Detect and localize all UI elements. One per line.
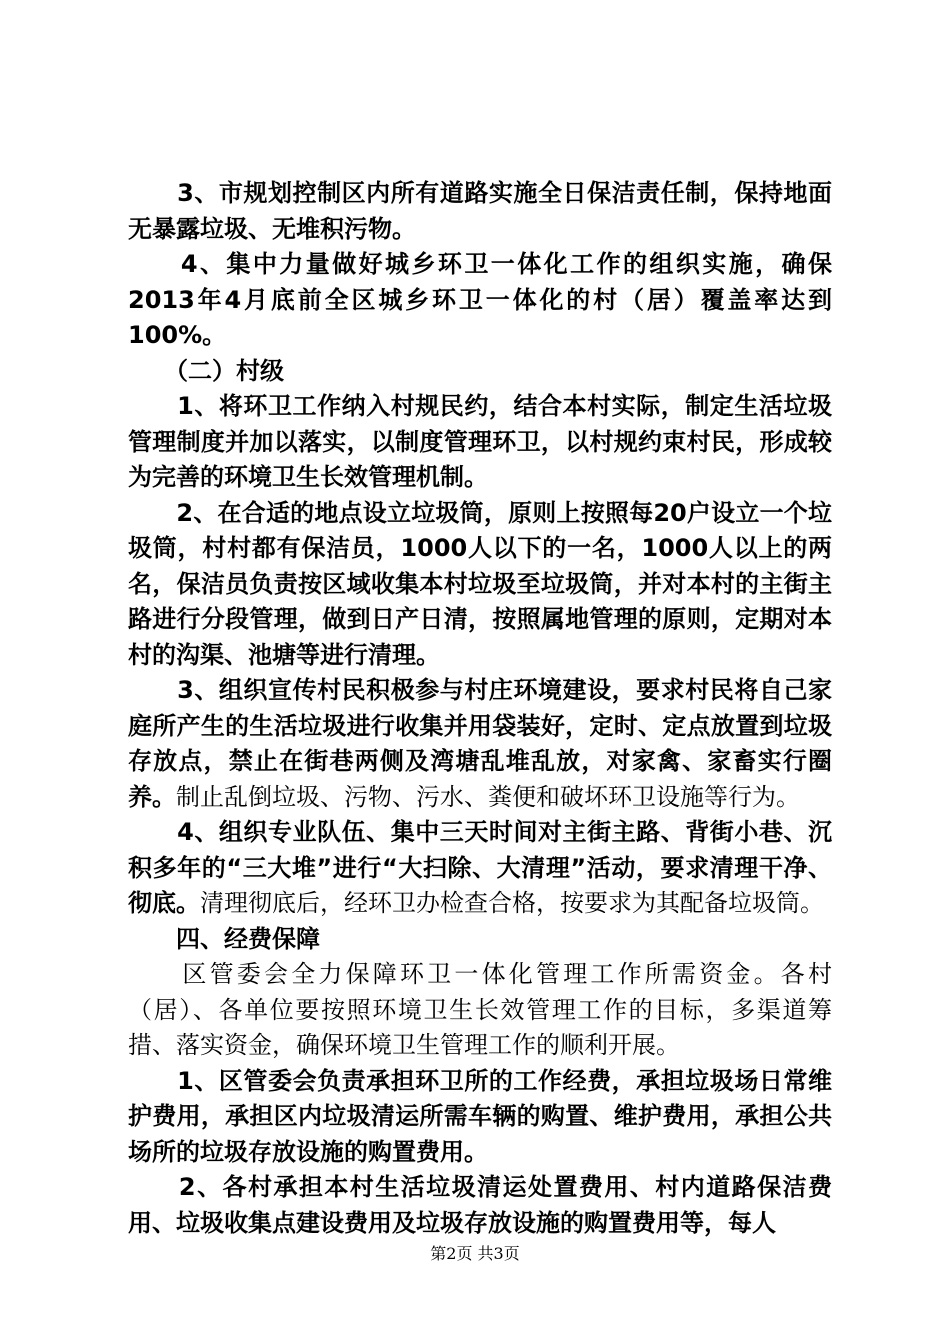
paragraph-7-tail: 清理彻底后，经环卫办检查合格，按要求为其配备垃圾筒。 — [200, 889, 824, 917]
paragraph-2: 4、集中力量做好城乡环卫一体化工作的组织实施，确保2013年4月底前全区城乡环卫一体化的村（居）覆盖率达到100%。 — [128, 250, 832, 349]
paragraph-7 — [128, 815, 832, 922]
page-footer: 第2页 共3页 — [430, 1244, 520, 1263]
paragraph-7-main: 4、组织专业队伍、集中三天时间对主街主路、背街小巷、沉积多年的“三大堆”进行“大扫除、大清理”活动，要求清理干净、彻底。 — [128, 818, 832, 917]
paragraph-1: 3、市规划控制区内所有道路实施全日保洁责任制，保持地面无暴露垃圾、无堆积污物。 — [128, 179, 832, 243]
paragraph-6 — [128, 673, 832, 815]
paragraph-6-main: 3、组织宣传村民积极参与村庄环境建设，要求村民将自己家庭所产生的生活垃圾进行收集并用袋装好，定时、定点放置到垃圾存放点，禁止在街巷两侧及湾塘乱堆乱放，对家禽、家畜实行圈养。 — [128, 676, 832, 811]
document-body — [128, 176, 832, 1241]
paragraph-5: 2、在合适的地点设立垃圾筒，原则上按照每20户设立一个垃圾筒，村村都有保洁员，1000人以下的一名，1000人以上的两名，保洁员负责按区域收集本村垃圾至垃圾筒，并对本村的主街主路进行分段管理，做到日产日清，按照属地管理的原则，定期对本村的沟渠、池塘等进行清理。 — [128, 498, 832, 669]
paragraph-4: 1、将环卫工作纳入村规民约，结合本村实际，制定生活垃圾管理制度并加以落实，以制度管理环卫，以村规约束村民，形成较为完善的环境卫生长效管理机制。 — [128, 392, 832, 491]
paragraph-9: 区管委会全力保障环卫一体化管理工作所需资金。各村（居）、各单位要按照环境卫生长效管理工作的目标，多渠道筹措、落实资金，确保环境卫生管理工作的顺利开展。 — [128, 960, 832, 1059]
paragraph-6-tail: 制止乱倒垃圾、污物、污水、粪便和破坏环卫设施等行为。 — [176, 782, 800, 811]
section-heading-village: （二）村级 — [128, 356, 284, 385]
paragraph-10: 1、区管委会负责承担环卫所的工作经费，承担垃圾场日常维护费用，承担区内垃圾清运所需车辆的购置、维护费用，承担公共场所的垃圾存放设施的购置费用。 — [128, 1066, 832, 1166]
section-heading-funding: 四、经费保障 — [128, 924, 320, 953]
paragraph-11: 2、各村承担本村生活垃圾清运处置费用、村内道路保洁费用、垃圾收集点建设费用及垃圾存放设施的购置费用等，每人 — [128, 1173, 832, 1237]
